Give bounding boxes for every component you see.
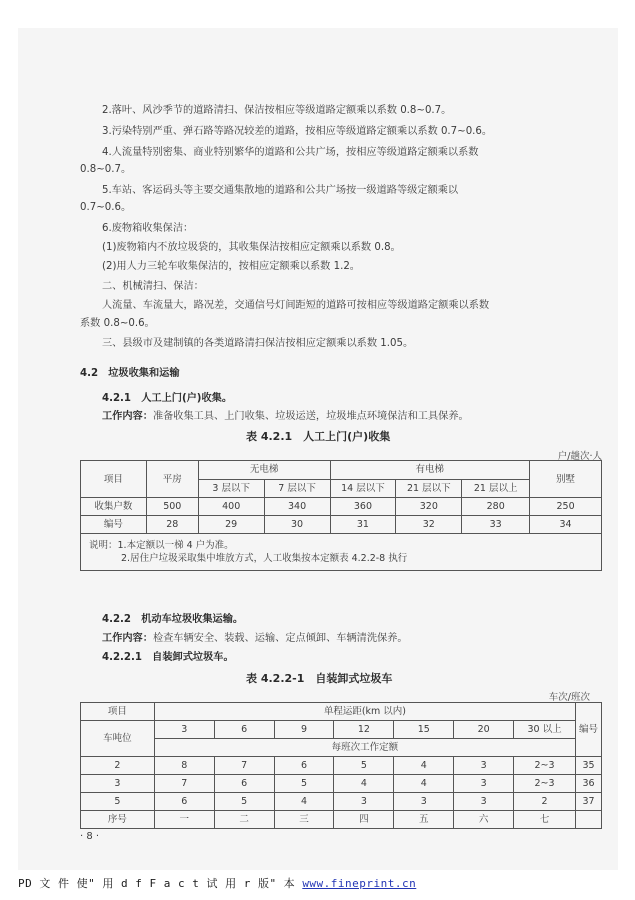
work-content-text: 准备收集工具、上门收集、垃圾运送，垃圾堆点环境保洁和工具保养。 [152, 411, 469, 422]
table-cell: 一 [154, 811, 214, 829]
table-cell: 8 [154, 757, 214, 775]
table-cell: 5 [334, 757, 394, 775]
table-cell: 五 [394, 811, 454, 829]
work-content [102, 632, 408, 645]
paragraph-continuation: 0.7~0.6。 [80, 202, 132, 213]
table-row [81, 516, 602, 534]
header-cell: 3 [154, 721, 214, 739]
work-content-label: 工作内容： [102, 633, 153, 644]
row-label: 编号 [81, 516, 147, 534]
header-cell: 无电梯 [198, 461, 330, 480]
table-note: 说明：1.本定额以一梯 4 户为准。 [89, 540, 234, 551]
paragraph: 人流量、车流量大，路况差，交通信号灯间距短的道路可按相应等级道路定额乘以系数 [102, 300, 490, 311]
table-row [81, 775, 602, 793]
table-cell: 4 [334, 775, 394, 793]
table-cell: 4 [274, 793, 334, 811]
table-cell: 4 [394, 757, 454, 775]
table-cell: 三 [274, 811, 334, 829]
table-cell [575, 811, 601, 829]
table-cell: 7 [154, 775, 214, 793]
table-cell: 250 [530, 498, 602, 516]
table-cell: 320 [396, 498, 462, 516]
table-cell: 340 [264, 498, 330, 516]
table-note: 2.居住户垃圾采取集中堆放方式，人工收集按本定额表 4.2.2-8 执行 [121, 553, 408, 564]
header-cell: 7 层以下 [264, 479, 330, 498]
header-cell: 15 [394, 721, 454, 739]
paragraph-continuation: 0.8~0.7。 [80, 164, 132, 175]
header-cell: 平房 [146, 461, 198, 498]
table-cell: 30 [264, 516, 330, 534]
subsection-heading: 4.2.2 机动车垃圾收集运输。 [102, 614, 244, 625]
table-self-loading-truck [80, 702, 602, 829]
table-cell: 33 [462, 516, 530, 534]
table-cell: 2~3 [514, 775, 576, 793]
header-cell: 20 [454, 721, 514, 739]
header-cell: 6 [214, 721, 274, 739]
paragraph: 三、县级市及建制镇的各类道路清扫保洁按相应定额乘以系数 1.05。 [102, 338, 414, 349]
table-manual-collection [80, 460, 602, 571]
table-unit: 车次/班次 [548, 692, 590, 703]
paragraph: 6.废物箱收集保洁： [102, 223, 194, 234]
table-row [81, 498, 602, 516]
header-cell: 每班次工作定额 [154, 739, 575, 757]
paragraph-continuation: 系数 0.8~0.6。 [80, 318, 155, 329]
table-cell: 400 [198, 498, 264, 516]
table-cell: 29 [198, 516, 264, 534]
work-content [102, 410, 469, 423]
watermark-link[interactable]: www.fineprint.cn [302, 877, 417, 890]
table-row [81, 811, 602, 829]
table-cell: 6 [214, 775, 274, 793]
table-title: 表 4.2.2-1 自装卸式垃圾车 [246, 672, 393, 685]
table-row [81, 793, 602, 811]
paragraph: 二、机械清扫、保洁： [102, 281, 204, 292]
table-cell: 500 [146, 498, 198, 516]
table-cell: 二 [214, 811, 274, 829]
header-cell: 3 层以下 [198, 479, 264, 498]
table-cell: 35 [575, 757, 601, 775]
paragraph: (1)废物箱内不放垃圾袋的，其收集保洁按相应定额乘以系数 0.8。 [102, 242, 401, 253]
subsection-heading: 4.2.2.1 自装卸式垃圾车。 [102, 652, 234, 663]
header-cell: 车吨位 [81, 721, 155, 757]
table-cell: 37 [575, 793, 601, 811]
table-cell: 360 [330, 498, 396, 516]
row-label: 3 [81, 775, 155, 793]
table-cell: 28 [146, 516, 198, 534]
paragraph: 5.车站、客运码头等主要交通集散地的道路和公共广场按一级道路等级定额乘以 [102, 185, 459, 196]
header-cell: 12 [334, 721, 394, 739]
table-cell: 七 [514, 811, 576, 829]
header-cell: 9 [274, 721, 334, 739]
table-notes [81, 534, 602, 571]
header-cell: 21 层以上 [462, 479, 530, 498]
table-cell: 四 [334, 811, 394, 829]
document-page [18, 28, 618, 870]
section-heading: 4.2 垃圾收集和运输 [80, 368, 180, 379]
row-label: 5 [81, 793, 155, 811]
watermark-text: PD 文 件 使" 用 d f F a c t 试 用 r 版" 本 [18, 877, 296, 890]
table-cell: 6 [274, 757, 334, 775]
header-cell: 编号 [575, 703, 601, 757]
table-cell: 4 [394, 775, 454, 793]
table-title: 表 4.2.1 人工上门(户)收集 [246, 430, 391, 443]
paragraph: 2.落叶、风沙季节的道路清扫、保洁按相应等级道路定额乘以系数 0.8~0.7。 [102, 105, 452, 116]
header-cell: 单程运距(km 以内) [154, 703, 575, 721]
row-label: 序号 [81, 811, 155, 829]
header-cell: 项目 [81, 461, 147, 498]
header-cell: 有电梯 [330, 461, 530, 480]
paragraph: 3.污染特别严重、弹石路等路况较差的道路，按相应等级道路定额乘以系数 0.7~0.6。 [102, 126, 493, 137]
table-cell: 32 [396, 516, 462, 534]
table-cell: 5 [274, 775, 334, 793]
paragraph: 4.人流量特别密集、商业特别繁华的道路和公共广场，按相应等级道路定额乘以系数 [102, 147, 479, 158]
header-cell: 30 以上 [514, 721, 576, 739]
table-cell: 6 [154, 793, 214, 811]
subsection-heading: 4.2.1 人工上门(户)收集。 [102, 393, 233, 404]
header-cell: 14 层以下 [330, 479, 396, 498]
table-row [81, 757, 602, 775]
header-cell: 21 层以下 [396, 479, 462, 498]
table-cell: 280 [462, 498, 530, 516]
work-content-text: 检查车辆安全、装载、运输、定点倾卸、车辆清洗保养。 [152, 633, 408, 644]
header-cell: 项目 [81, 703, 155, 721]
table-cell: 3 [454, 775, 514, 793]
table-cell: 5 [214, 793, 274, 811]
page-number: · 8 · [80, 831, 100, 842]
table-cell: 36 [575, 775, 601, 793]
row-label: 2 [81, 757, 155, 775]
table-cell: 34 [530, 516, 602, 534]
table-unit: 户/趟次·人 [557, 451, 602, 462]
table-cell: 3 [334, 793, 394, 811]
table-cell: 2~3 [514, 757, 576, 775]
table-cell: 31 [330, 516, 396, 534]
table-cell: 3 [394, 793, 454, 811]
table-cell: 3 [454, 793, 514, 811]
watermark-footer [18, 875, 416, 891]
header-cell: 别墅 [530, 461, 602, 498]
table-cell: 3 [454, 757, 514, 775]
row-label: 收集户数 [81, 498, 147, 516]
table-cell: 2 [514, 793, 576, 811]
paragraph: (2)用人力三轮车收集保洁的，按相应定额乘以系数 1.2。 [102, 261, 360, 272]
table-cell: 六 [454, 811, 514, 829]
work-content-label: 工作内容： [102, 411, 153, 422]
table-cell: 7 [214, 757, 274, 775]
